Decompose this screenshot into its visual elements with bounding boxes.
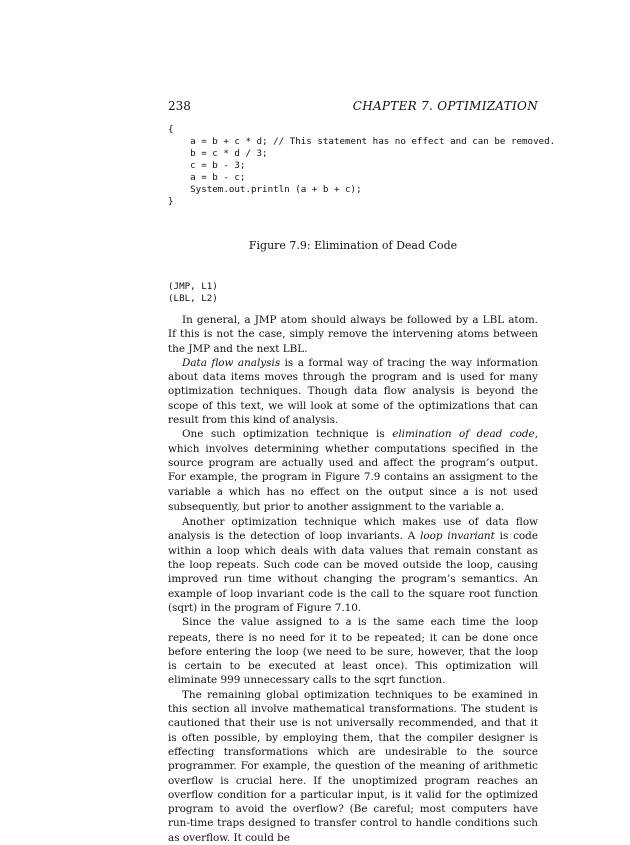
chapter-title: CHAPTER 7. OPTIMIZATION — [352, 99, 538, 113]
paragraph-text: In general, a JMP atom should always be followed by a LBL atom. If this is not the case, simply remove the intervening atoms between the JMP and the next LBL. — [168, 314, 538, 355]
paragraph — [168, 615, 538, 687]
paragraph-text: is the same each time the loop repeats, there is no need for it to be repeated; it can be done once before entering the loop (we need to be sure, however, that the loop is certain to be executed at least once). This optimization will eliminate 999 unnecessary calls to the sqrt function. — [168, 616, 538, 687]
paragraph — [168, 515, 538, 615]
term-loop-invariant: loop invariant — [420, 530, 495, 543]
page-number: 238 — [168, 99, 191, 113]
paragraph-text: which has no effect on the output since — [222, 485, 463, 498]
paragraph — [168, 313, 538, 356]
paragraph-text: . — [500, 500, 505, 513]
variable-name: a — [345, 617, 352, 629]
code-listing-atoms: (JMP, L1) (LBL, L2) — [168, 281, 218, 304]
paragraph-text: is a formal way of tracing the way information about data items moves through the program and is used for many optimization techniques. Though data flow analysis is beyond the scope of this text, we will look at some of the optimizations that can result from this kind of analysis. — [168, 356, 538, 427]
paragraph-text: One such optimization technique is — [182, 428, 393, 441]
paragraph — [168, 688, 538, 845]
variable-name: a — [495, 501, 501, 513]
variable-name: a — [216, 486, 223, 498]
term-data-flow-analysis: Data flow analysis — [182, 356, 281, 369]
figure-caption: Figure 7.9: Elimination of Dead Code — [248, 239, 458, 252]
paragraph-text: The remaining global optimization techniques to be examined in this section all involve mathematical transformations. The student is cautioned that their use is not universally recommended, and that it is often possible, by employing them, that the compiler designer is effecting transformations which are undesirable to the source programmer. For example, the question of the meaning of arithmetic overflow is crucial here. If the unoptimized program reaches an overflow condition for a particular input, is it valid for the optimized program to avoid the overflow? (Be careful; most computers have run-time traps designed to transfer control to handle conditions such as overflow. It could be — [168, 688, 538, 844]
paragraph-text: is code within a loop which deals with data values that remain constant as the loop repeats. Such code can be moved outside the loop, causing improved run time without changing the program’s semantics. An example of loop invariant code is the call to the square root function (sqrt) in the program of Figure 7.10. — [168, 530, 538, 614]
paragraph-text: is not used subsequently, but prior to another assignment to the variable — [168, 485, 538, 513]
paragraph — [168, 427, 538, 515]
paragraph-text: , which involves determining whether computations specified in the source program are actually used and affect the program’s output. For example, the program in Figure 7.9 contains an assigment to the variable — [168, 428, 539, 498]
paragraph — [168, 356, 538, 427]
term-dead-code: elimination of dead code — [392, 428, 535, 441]
paragraph-text: Another optimization technique which makes use of data flow analysis is the detection of loop invariants. A — [168, 516, 538, 543]
running-header — [168, 98, 538, 114]
paragraph-text: Since the value assigned to — [182, 616, 346, 629]
code-listing-dead-code: { a = b + c * d; // This statement has no effect and can be removed. b = c * d / 3; c = b - 3; a = b - c; System.out.println (a + b + c); } — [168, 124, 556, 207]
body-text — [168, 313, 538, 845]
variable-name: a — [462, 486, 469, 498]
